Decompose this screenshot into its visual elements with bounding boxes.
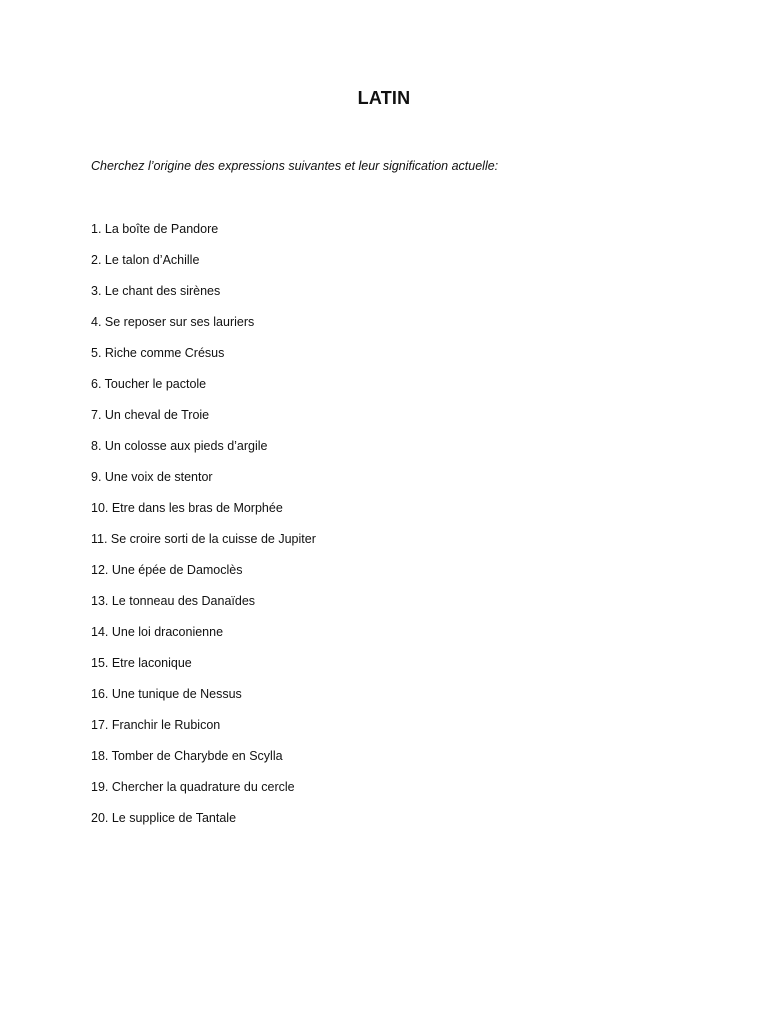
list-item: 16. Une tunique de Nessus	[91, 687, 242, 701]
list-item: 19. Chercher la quadrature du cercle	[91, 780, 295, 794]
list-item: 15. Etre laconique	[91, 656, 192, 670]
list-item: 14. Une loi draconienne	[91, 625, 224, 639]
list-item: 9. Une voix de stentor	[91, 470, 213, 484]
list-item: 20. Le supplice de Tantale	[91, 811, 237, 825]
list-item: 11. Se croire sorti de la cuisse de Jupiter	[91, 532, 316, 546]
list-item: 8. Un colosse aux pieds d’argile	[91, 439, 268, 453]
list-item: 13. Le tonneau des Danaïdes	[91, 594, 256, 608]
list-item: 10. Etre dans les bras de Morphée	[91, 501, 283, 515]
list-item: 2. Le talon d’Achille	[91, 253, 200, 267]
list-item: 6. Toucher le pactole	[91, 377, 207, 391]
list-item: 12. Une épée de Damoclès	[91, 563, 243, 577]
instructions-text: Cherchez l’origine des expressions suivantes et leur signification actuelle:	[91, 159, 499, 173]
list-item: 18. Tomber de Charybde en Scylla	[91, 749, 283, 763]
list-item: 17. Franchir le Rubicon	[91, 718, 221, 732]
expression-list	[91, 220, 316, 840]
page-title: LATIN	[357, 88, 411, 108]
list-item: 1. La boîte de Pandore	[91, 222, 219, 236]
list-item: 3. Le chant des sirènes	[91, 284, 221, 298]
list-item: 4. Se reposer sur ses lauriers	[91, 315, 255, 329]
list-item: 7. Un cheval de Troie	[91, 408, 210, 422]
list-item: 5. Riche comme Crésus	[91, 346, 225, 360]
